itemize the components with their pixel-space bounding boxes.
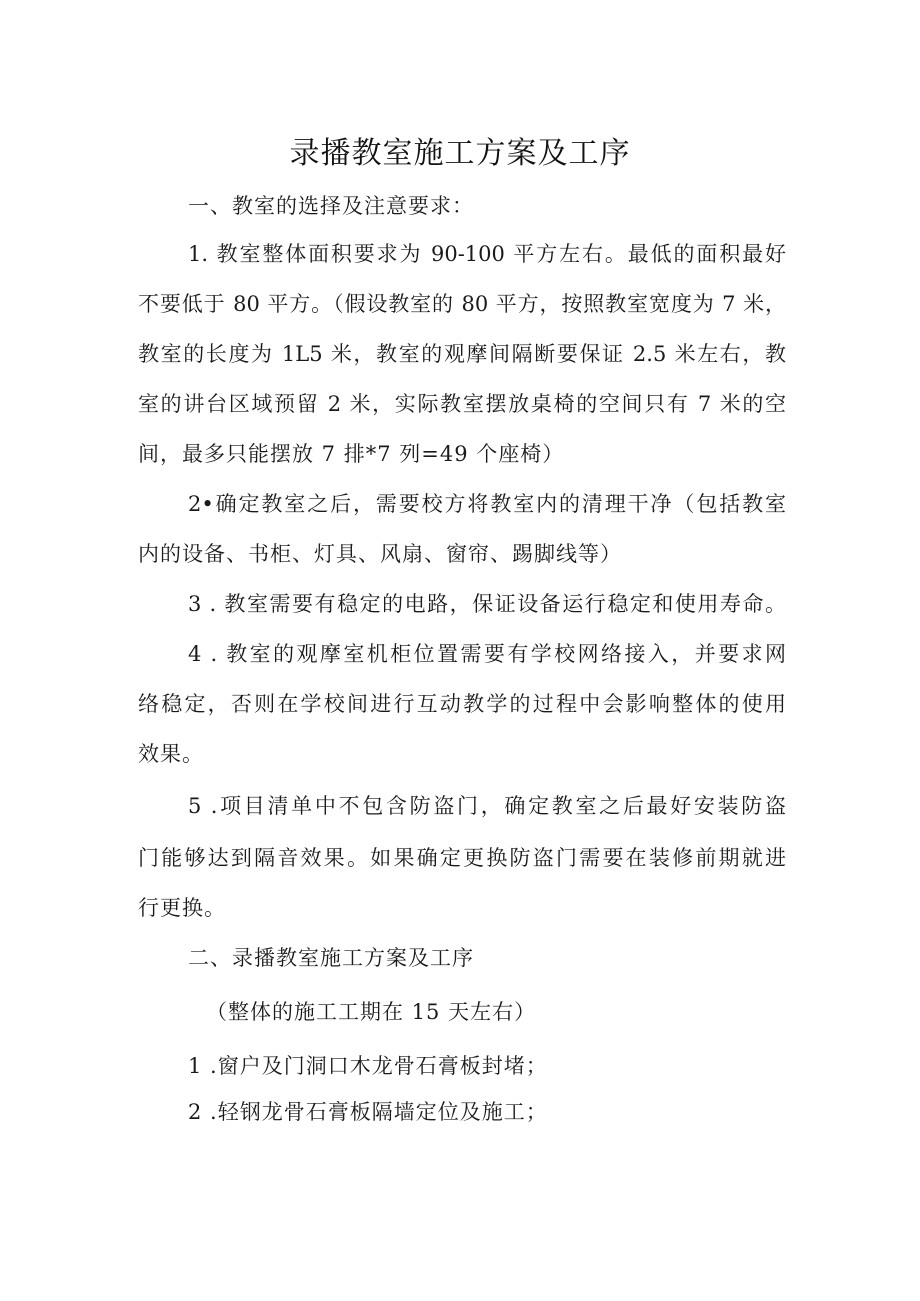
paragraph-line: 4 . 教室的观摩室机柜位置需要有学校网络接入，并要求网 xyxy=(188,642,786,666)
paragraph-line: 行更换。 xyxy=(138,896,226,920)
paragraph-line: 5 .项目清单中不包含防盗门，确定教室之后最好安装防盗 xyxy=(188,794,786,818)
list-item: 2 .轻钢龙骨石膏板隔墙定位及施工； xyxy=(188,1100,548,1124)
paragraph-line: 效果。 xyxy=(138,742,204,766)
paragraph-line: 络稳定，否则在学校间进行互动教学的过程中会影响整体的使用 xyxy=(138,692,786,716)
document-title: 录播教室施工方案及工序 xyxy=(289,136,631,171)
paragraph-line: （整体的施工工期在 15 天左右） xyxy=(206,1000,537,1024)
paragraph-line: 门能够达到隔音效果。如果确定更换防盗门需要在装修前期就进 xyxy=(138,846,786,870)
paragraph-line: 3 . 教室需要有稳定的电路，保证设备运行稳定和使用寿命。 xyxy=(188,592,786,616)
paragraph-line: 室的讲台区域预留 2 米，实际教室摆放桌椅的空间只有 7 米的空 xyxy=(138,392,786,416)
paragraph-line: 1. 教室整体面积要求为 90-100 平方左右。最低的面积最好 xyxy=(188,242,786,266)
paragraph-line: 不要低于 80 平方。（假设教室的 80 平方，按照教室宽度为 7 米， xyxy=(138,292,786,316)
list-item: 1 .窗户及门洞口木龙骨石膏板封堵； xyxy=(188,1054,548,1078)
paragraph-line: 间，最多只能摆放 7 排*7 列=49 个座椅） xyxy=(138,442,565,466)
section-heading-2: 二、录播教室施工方案及工序 xyxy=(188,946,474,970)
section-heading-1: 一、教室的选择及注意要求： xyxy=(188,194,474,218)
paragraph-line: 2•确定教室之后，需要校方将教室内的清理干净（包括教室 xyxy=(188,492,786,516)
paragraph-line: 教室的长度为 1L5 米，教室的观摩间隔断要保证 2.5 米左右，教 xyxy=(138,342,786,366)
paragraph-line: 内的设备、书柜、灯具、风扇、窗帘、踢脚线等） xyxy=(138,542,622,566)
